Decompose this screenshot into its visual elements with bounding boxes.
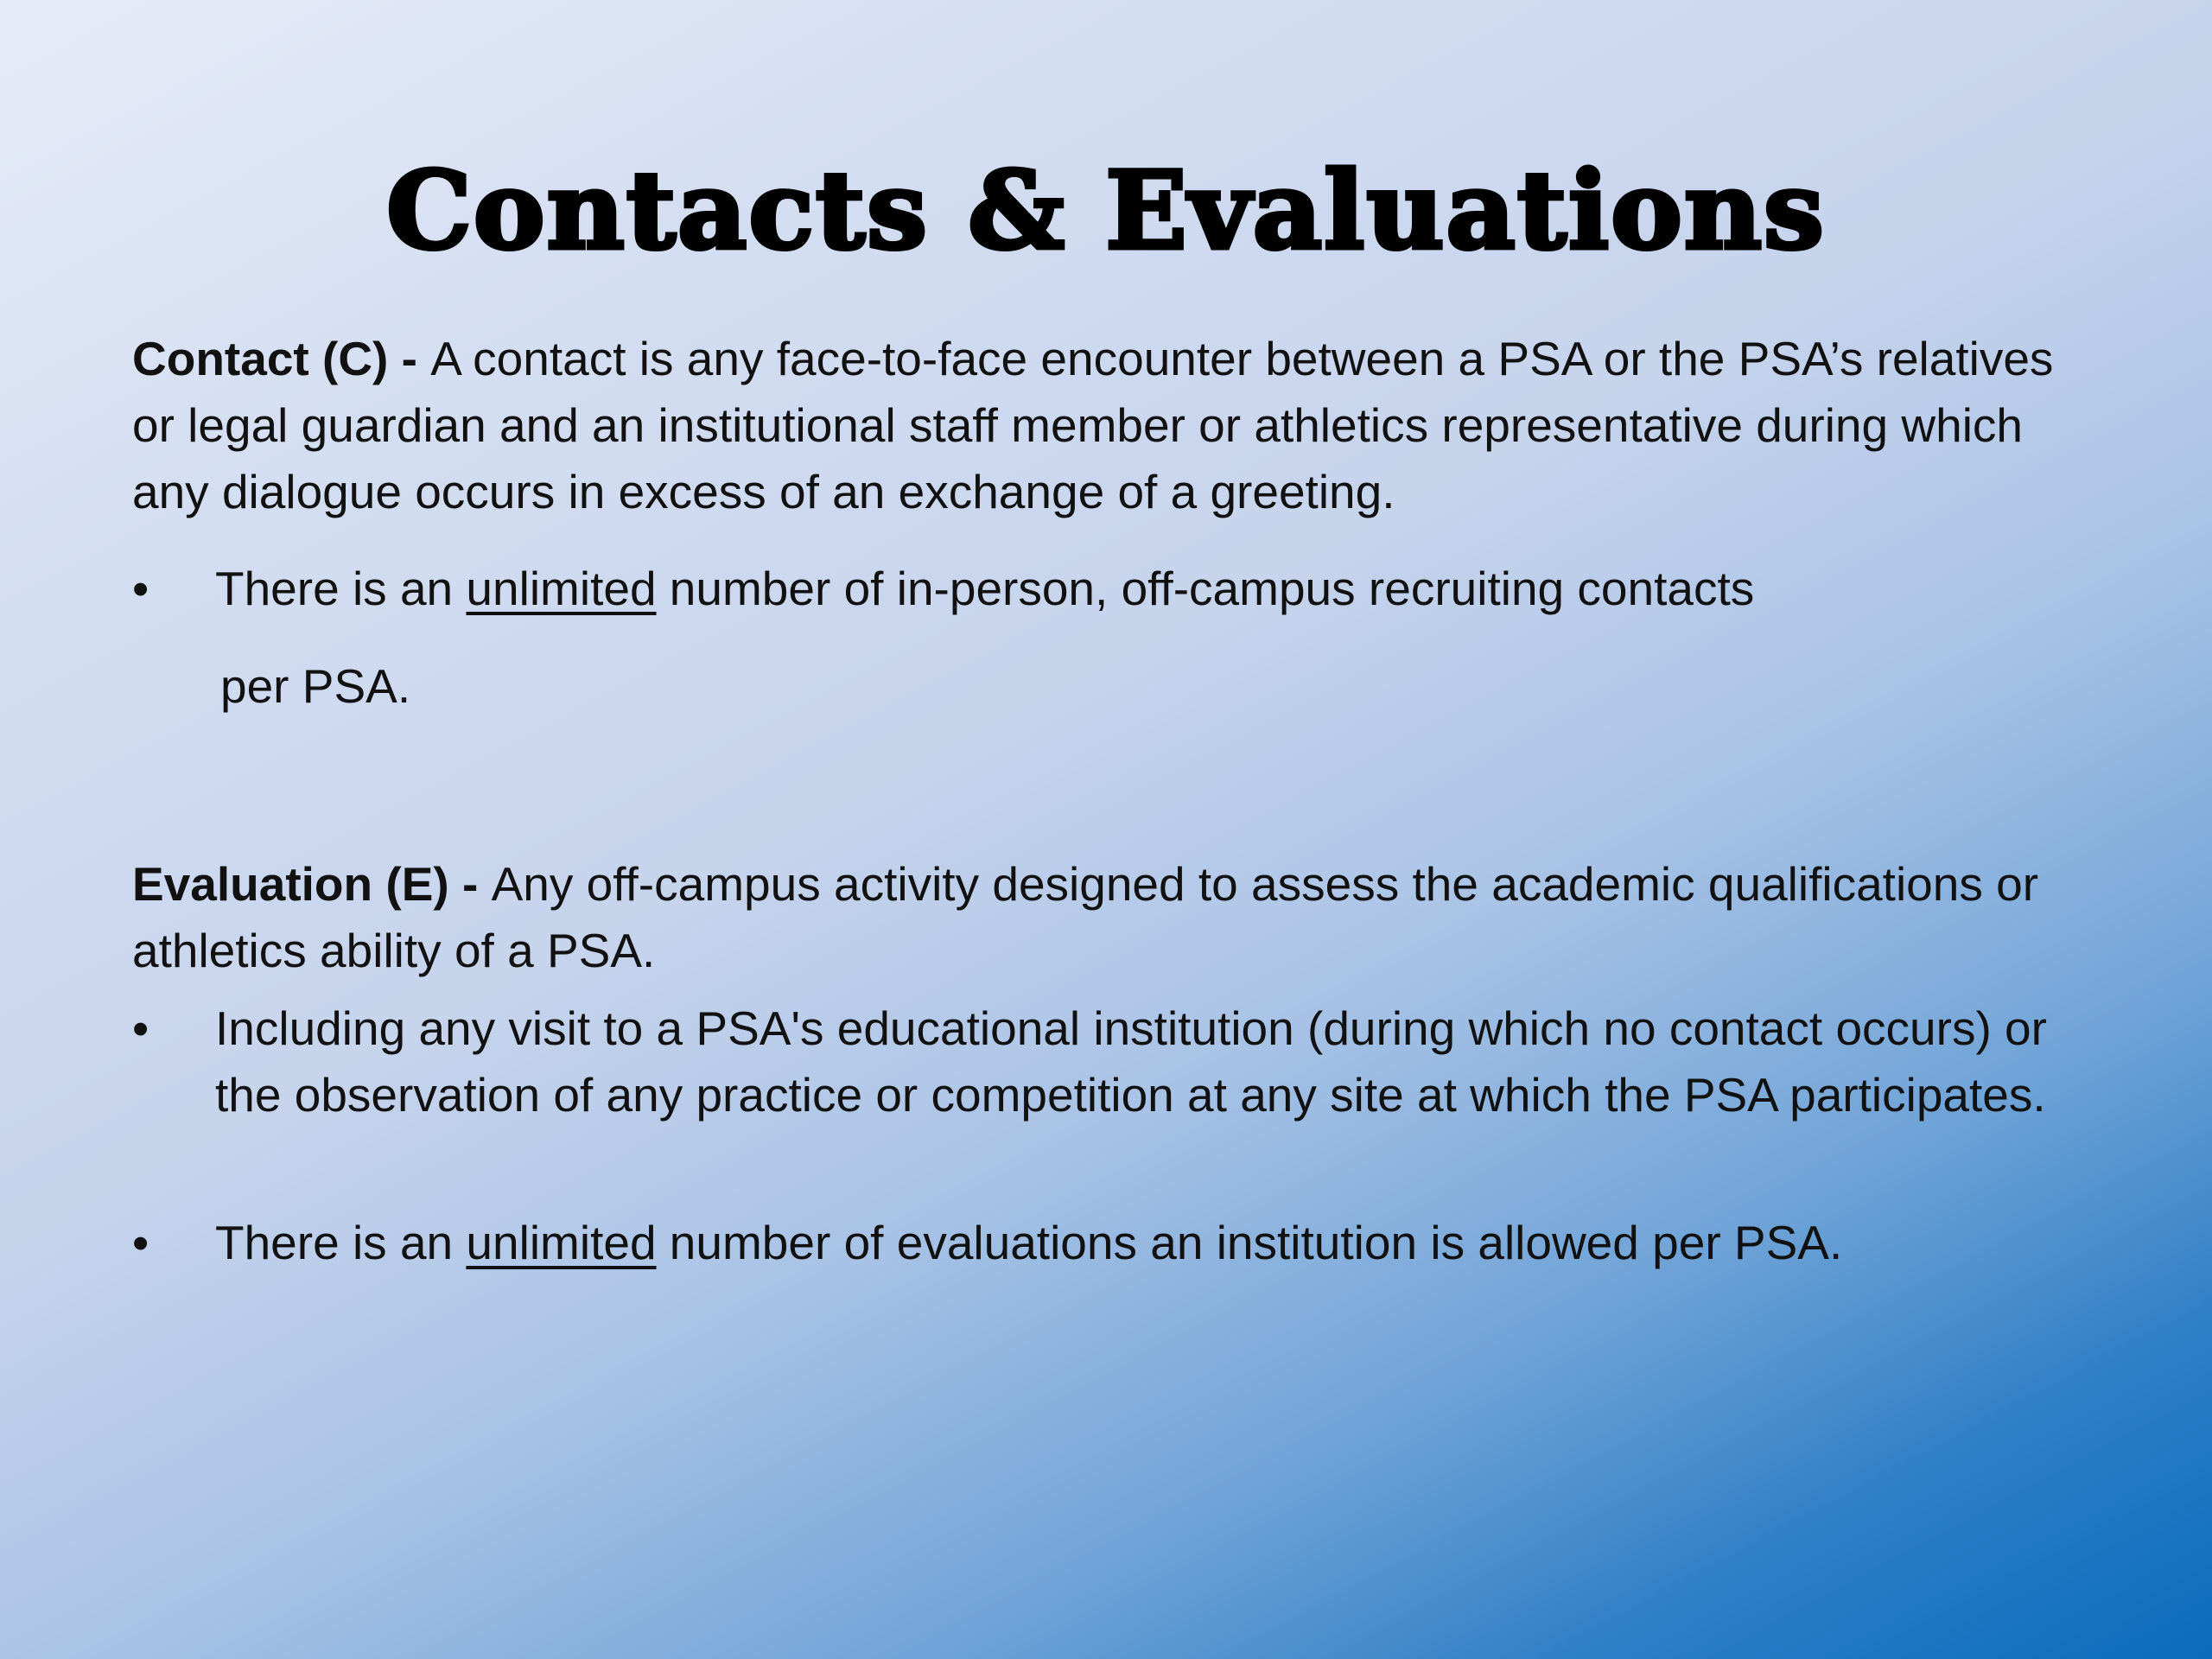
evaluation-definition-text: Any off-campus activity designed to assess the academic qualifications or athletics ability of a PSA.	[132, 857, 2039, 977]
evaluation-bullet-2-pre: There is an	[215, 1216, 467, 1269]
contact-bullet-1-continuation: per PSA.	[220, 659, 411, 713]
contact-definition	[132, 326, 2085, 525]
slide-title: Contacts & Evaluations	[386, 149, 1826, 274]
bullet-icon: •	[132, 1001, 149, 1055]
evaluation-bullet-2-post: number of evaluations an institution is allowed per PSA.	[656, 1216, 1843, 1269]
evaluation-bullet-2-text	[215, 1210, 2073, 1276]
contact-bullet-1-emphasis: unlimited	[466, 562, 657, 615]
bullet-icon: •	[132, 1216, 149, 1269]
contact-bullet-1-post: number of in-person, off-campus recruiting contacts	[656, 562, 1755, 615]
contact-definition-text: A contact is any face-to-face encounter between a PSA or the PSA’s relatives or legal guardian and an institutional staff member or athletics representative during which any dialogue occurs in excess of an exchange of a greeting.	[132, 332, 2054, 518]
contact-bullet-1-pre: There is an	[215, 562, 467, 615]
evaluation-term: Evaluation (E) -	[132, 857, 492, 911]
evaluation-bullet-2-emphasis: unlimited	[466, 1216, 657, 1269]
evaluation-definition	[132, 851, 2085, 984]
evaluation-bullet-1-text: Including any visit to a PSA's educational institution (during which no contact occurs) or the observation of any practice or competition at any site at which the PSA participates.	[215, 1001, 2047, 1122]
contact-term: Contact (C) -	[132, 332, 431, 385]
contact-bullet-1-text	[215, 556, 2073, 622]
bullet-icon: •	[132, 562, 149, 615]
